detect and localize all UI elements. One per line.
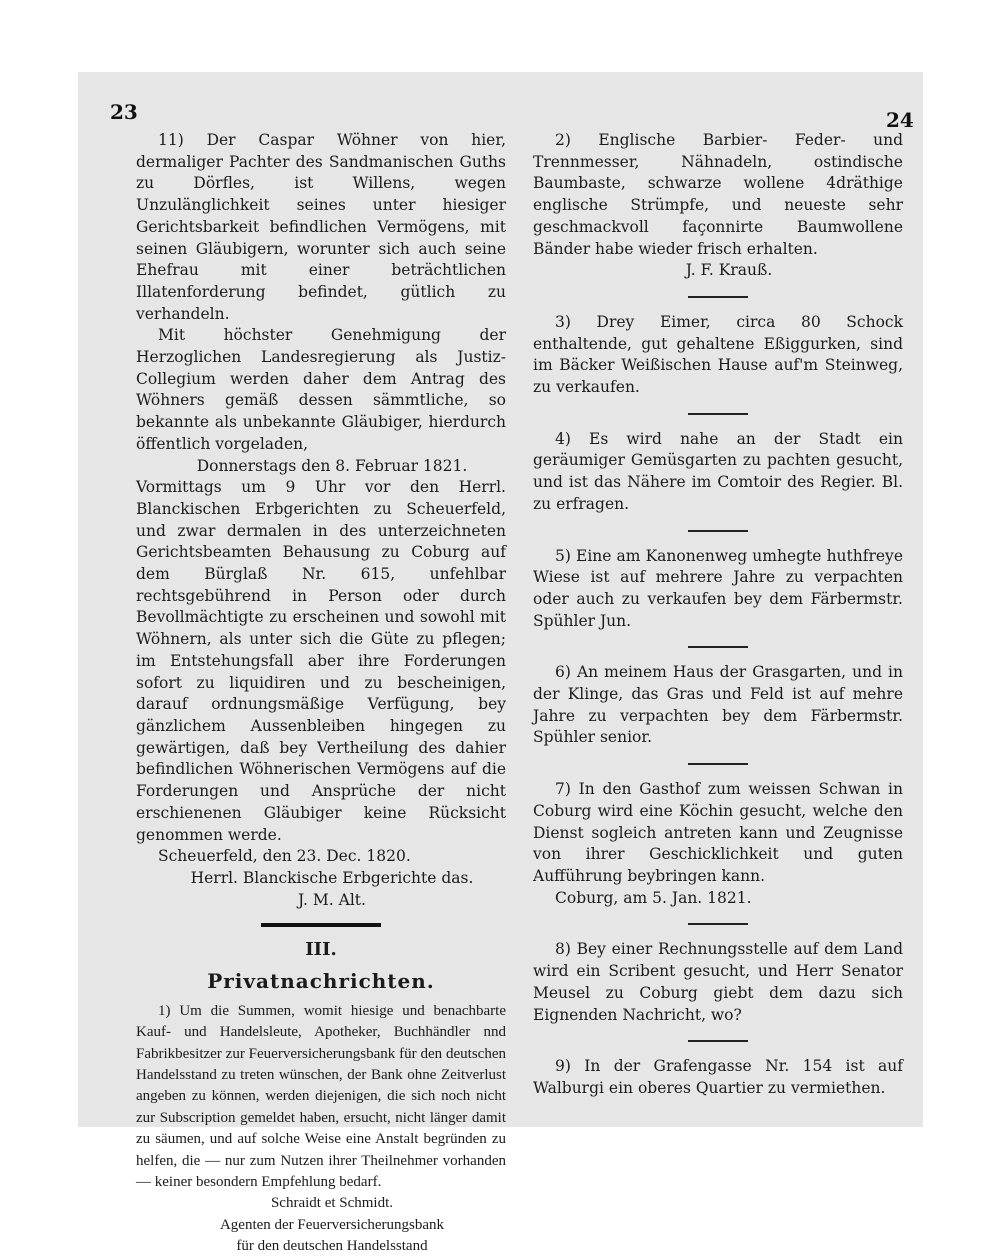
divider-rule xyxy=(688,763,748,765)
notice-1-signature: Schraidt et Schmidt. xyxy=(270,1195,394,1212)
page-number-right: 24 xyxy=(886,108,914,132)
notice-11-summons: Mit höchster Genehmigung der Herzoglichen Landesregierung als Justiz-Collegium werden daher dem Antrag des Wöhners gemäß dessen sämmtliche, so bekannte als unbekannte Gläubiger, hierdurch öffentlich vorgeladen, xyxy=(136,326,506,453)
private-notice-9: 9) In der Grafengasse Nr. 154 ist auf Walburgi ein oberes Quartier zu vermiethen. xyxy=(533,1057,903,1097)
left-column xyxy=(136,130,506,1258)
page-number-left: 23 xyxy=(110,100,138,124)
private-notice-4: 4) Es wird nahe an der Stadt ein geräumiger Gemüsgarten zu pachten gesucht, und ist das Nähere im Comtoir des Regier. Bl. zu erfragen. xyxy=(533,429,903,513)
court-signer: J. M. Alt. xyxy=(298,890,366,909)
private-notice-7: 7) In den Gasthof zum weissen Schwan in Coburg wird eine Köchin gesucht, welche den Dienst sogleich antreten kann und Zeugnisse von ihrer Geschicklichkeit und guten Aufführung beybringen kann. xyxy=(533,780,903,885)
divider-rule xyxy=(688,1040,748,1042)
divider-rule xyxy=(688,530,748,532)
notice-1-agent-subtitle: für den deutschen Handelsstand xyxy=(236,1238,428,1255)
private-notice-1: 1) Um die Summen, womit hiesige und benachbarte Kauf- und Handelsleute, Apotheker, Buchhändler nnd Fabrikbesitzer zur Feuerversicherungsbank für den deutschen Handelsstand zu treten wünschen, der Bank ohne Zeitverlust angeben zu können, werden diejenigen, die sich noch nicht zur Subscription gemeldet haben, ersucht, nicht länger damit zu säumen, und auf solche Weise eine Anstalt begründen zu helfen, die — nur zum Nutzen ihrer Theilnehmer vorhanden — keiner besondern Empfehlung bedarf. xyxy=(136,1002,506,1190)
notice-1-agent-title: Agenten der Feuerversicherungsbank xyxy=(219,1216,445,1233)
court-authority: Herrl. Blanckische Erbgerichte das. xyxy=(190,868,474,887)
hearing-date: Donnerstags den 8. Februar 1821. xyxy=(196,456,468,475)
private-notice-5: 5) Eine am Kanonenweg umhegte huthfreye Wiese ist auf mehrere Jahre zu verpachten oder auch zu verkaufen bey dem Färbermstr. Spühler Jun. xyxy=(533,546,903,630)
section-number: III. xyxy=(305,939,337,961)
notice-2-signature: J. F. Krauß. xyxy=(685,261,773,280)
divider-rule xyxy=(688,296,748,298)
section-divider xyxy=(261,923,381,927)
divider-rule xyxy=(688,413,748,415)
place-date: Scheuerfeld, den 23. Dec. 1820. xyxy=(158,847,411,866)
divider-rule xyxy=(688,646,748,648)
notice-11: 11) Der Caspar Wöhner von hier, dermaliger Pachter des Sandmanischen Guths zu Dörfles, ist Willens, wegen Unzulänglichkeit seines unter hiesiger Gerichtsbarkeit befindlichen Vermögens, mit seinen Gläubigern, worunter sich auch seine Ehefrau mit einer beträchtlichen Illatenforderung befindet, gütlich zu verhandeln. xyxy=(136,131,506,323)
notice-7-date: Coburg, am 5. Jan. 1821. xyxy=(555,888,752,907)
section-title: Privatnachrichten. xyxy=(207,969,435,994)
private-notice-6: 6) An meinem Haus der Grasgarten, und in der Klinge, das Gras und Feld ist auf mehre Jahre zu verpachten bey dem Färbermstr. Spühler senior. xyxy=(533,663,903,747)
divider-rule xyxy=(688,923,748,925)
scanned-page xyxy=(78,72,923,1255)
right-column xyxy=(533,130,903,1100)
private-notice-8: 8) Bey einer Rechnungsstelle auf dem Land wird ein Scribent gesucht, und Herr Senator Meusel zu Coburg giebt dem dazu sich Eignenden Nachricht, wo? xyxy=(533,940,903,1024)
private-notice-3: 3) Drey Eimer, circa 80 Schock enthaltende, gut gehaltene Eßiggurken, sind im Bäcker Weißischen Hause auf'm Steinweg, zu verkaufen. xyxy=(533,312,903,397)
private-notice-2: 2) Englische Barbier- Feder- und Trennmesser, Nähnadeln, ostindische Baumbaste, schwarze wollene 4dräthige englische Strümpfe, und neueste sehr geschmackvoll façonnirte Baumwollene Bänder habe wieder frisch erhalten. xyxy=(533,131,903,258)
notice-11-details: Vormittags um 9 Uhr vor den Herrl. Blanckischen Erbgerichten zu Scheuerfeld, und zwar dermalen in des unterzeichneten Gerichtsbeamten Behausung zu Coburg auf dem Bürglaß Nr. 615, unfehlbar rechtsgebührend in Person oder durch Bevollmächtigte zu erscheinen und sowohl mit Wöhnern, als unter sich die Güte zu pflegen; im Entstehungsfall aber ihre Forderungen sofort zu liquidiren und zu bescheinigen, darauf ordnungsmäßige Verfügung, bey gänzlichem Aussenbleiben hingegen zu gewärtigen, daß bey Vertheilung des dahier befindlichen Wöhnerischen Vermögens auf die Forderungen und Ansprüche der nicht erschienenen Gläubiger keine Rücksicht genommen werde. xyxy=(136,478,506,844)
